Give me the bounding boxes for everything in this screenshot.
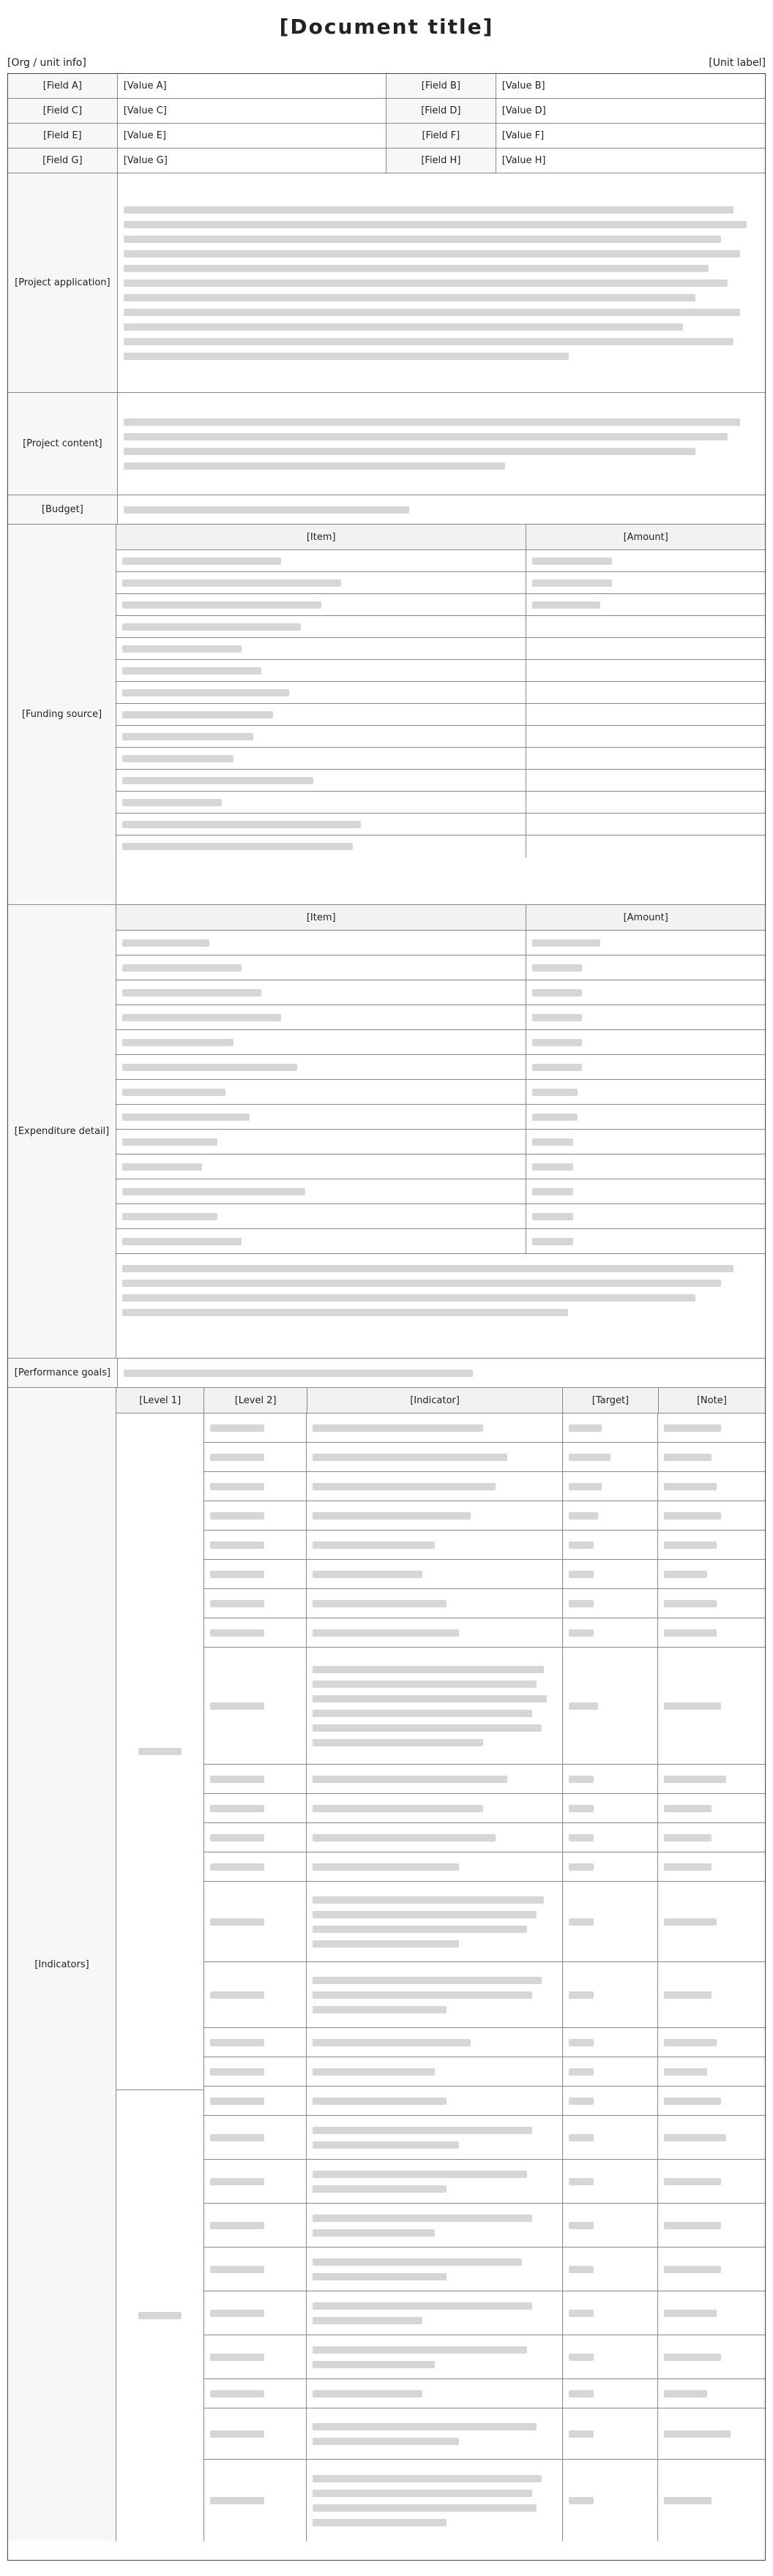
- table-row: [116, 660, 765, 682]
- group-cell: [116, 2090, 203, 2541]
- table-row: [204, 1413, 765, 1443]
- budget-body: [118, 495, 765, 524]
- table-row: [204, 2291, 765, 2335]
- section-label: [Expenditure detail]: [8, 905, 116, 1358]
- table-row: [116, 1179, 765, 1204]
- table-row: [204, 2028, 765, 2057]
- expenditure-section: [8, 905, 765, 1359]
- table-row: [204, 1882, 765, 1962]
- table-row: [116, 1130, 765, 1154]
- col-header: [Note]: [696, 1394, 727, 1406]
- indicator-rows: [204, 1413, 765, 2541]
- info-value: [Value A]: [118, 74, 386, 98]
- info-row: [8, 149, 765, 173]
- info-label: [Field C]: [8, 99, 118, 123]
- table-row: [204, 2160, 765, 2204]
- goals-row: [8, 1359, 765, 1388]
- budget-row: [8, 495, 765, 525]
- table-row: [204, 1962, 765, 2028]
- table-row: [204, 1472, 765, 1501]
- table-row: [116, 814, 765, 835]
- table-row: [116, 594, 765, 616]
- info-row: [8, 74, 765, 99]
- table-row: [116, 1229, 765, 1254]
- info-row: [8, 124, 765, 149]
- table-row: [116, 1055, 765, 1080]
- col-header: [Amount]: [623, 912, 668, 923]
- table-row: [204, 2335, 765, 2379]
- info-value: [Value C]: [118, 99, 386, 123]
- col-header: [Target]: [563, 1388, 658, 1413]
- col-header: [Level 2]: [204, 1388, 307, 1413]
- meta-left: [Org / unit info]: [7, 57, 86, 69]
- table-row: [204, 1852, 765, 1882]
- table-row: [204, 1618, 765, 1648]
- table-row: [116, 770, 765, 792]
- table-row: [116, 572, 765, 594]
- col-header: [Item]: [116, 905, 526, 930]
- info-value: [Value E]: [118, 124, 386, 148]
- table-row: [116, 638, 765, 660]
- info-label: [Field E]: [8, 124, 118, 148]
- page-title: [Document title]: [279, 14, 494, 39]
- table-row: [116, 1204, 765, 1229]
- table-row: [116, 1030, 765, 1055]
- table-row: [204, 2087, 765, 2116]
- table-row: [116, 616, 765, 638]
- meta-row: [7, 53, 766, 73]
- table-row: [204, 2408, 765, 2460]
- col-header: [Indicator]: [307, 1388, 563, 1413]
- table-row: [204, 2379, 765, 2408]
- table-row: [116, 835, 765, 857]
- section-label: [Project content]: [8, 393, 118, 495]
- table-row: [204, 1823, 765, 1852]
- col-header: [Amount]: [623, 531, 668, 543]
- table-row: [116, 980, 765, 1005]
- group-cell: [116, 1413, 203, 2090]
- section-label: [Project application]: [8, 173, 118, 392]
- expenditure-rows: [116, 931, 765, 1358]
- form-sheet: [7, 73, 766, 2561]
- application-section: [8, 173, 765, 393]
- section-label: [Budget]: [8, 495, 118, 524]
- section-body: [118, 173, 765, 392]
- section-label: [Funding source]: [8, 525, 116, 904]
- info-label: [Field G]: [8, 149, 118, 173]
- info-value: [Value D]: [501, 105, 546, 116]
- table-row: [116, 1005, 765, 1030]
- table-row: [116, 550, 765, 572]
- table-row: [204, 2248, 765, 2291]
- table-row: [116, 955, 765, 980]
- funding-rows: [116, 550, 765, 904]
- table-row: [204, 1501, 765, 1531]
- table-row: [116, 792, 765, 814]
- table-row: [204, 1531, 765, 1560]
- indicators-table: [116, 1388, 765, 2541]
- info-value: [Value B]: [501, 80, 545, 91]
- table-row: [204, 1648, 765, 1765]
- info-label: [Field H]: [386, 149, 496, 173]
- table-row: [116, 931, 765, 955]
- info-label: [Field A]: [8, 74, 118, 98]
- info-label: [Field B]: [386, 74, 496, 98]
- info-value: [Value H]: [501, 155, 546, 166]
- table-row: [116, 1254, 765, 1327]
- info-label: [Field F]: [386, 124, 496, 148]
- table-row: [204, 2057, 765, 2087]
- section-label: [Performance goals]: [8, 1359, 118, 1387]
- table-row: [204, 1589, 765, 1618]
- table-row: [204, 1765, 765, 1794]
- table-row: [204, 1443, 765, 1472]
- info-label: [Field D]: [386, 99, 496, 123]
- meta-right: [Unit label]: [709, 57, 766, 69]
- table-row: [116, 1080, 765, 1105]
- table-row: [116, 726, 765, 748]
- indicators-section: [8, 1388, 765, 2541]
- info-value: [Value F]: [501, 130, 545, 141]
- table-row: [204, 1560, 765, 1589]
- expenditure-table: [116, 905, 765, 1358]
- content-section: [8, 393, 765, 495]
- table-row: [116, 748, 765, 770]
- section-label: [Indicators]: [8, 1388, 116, 2541]
- table-row: [116, 704, 765, 726]
- funding-table: [116, 525, 765, 904]
- funding-section: [8, 525, 765, 905]
- section-body: [118, 393, 765, 495]
- indicators-body: [116, 1413, 765, 2541]
- table-row: [204, 2116, 765, 2160]
- table-row: [116, 682, 765, 704]
- table-row: [116, 1105, 765, 1130]
- table-row: [204, 2460, 765, 2541]
- col-header: [Item]: [116, 525, 526, 549]
- info-row: [8, 99, 765, 124]
- table-row: [204, 2204, 765, 2248]
- table-row: [204, 1794, 765, 1823]
- table-row: [116, 1154, 765, 1179]
- col-header: [Level 1]: [116, 1388, 204, 1413]
- info-value: [Value G]: [118, 149, 386, 173]
